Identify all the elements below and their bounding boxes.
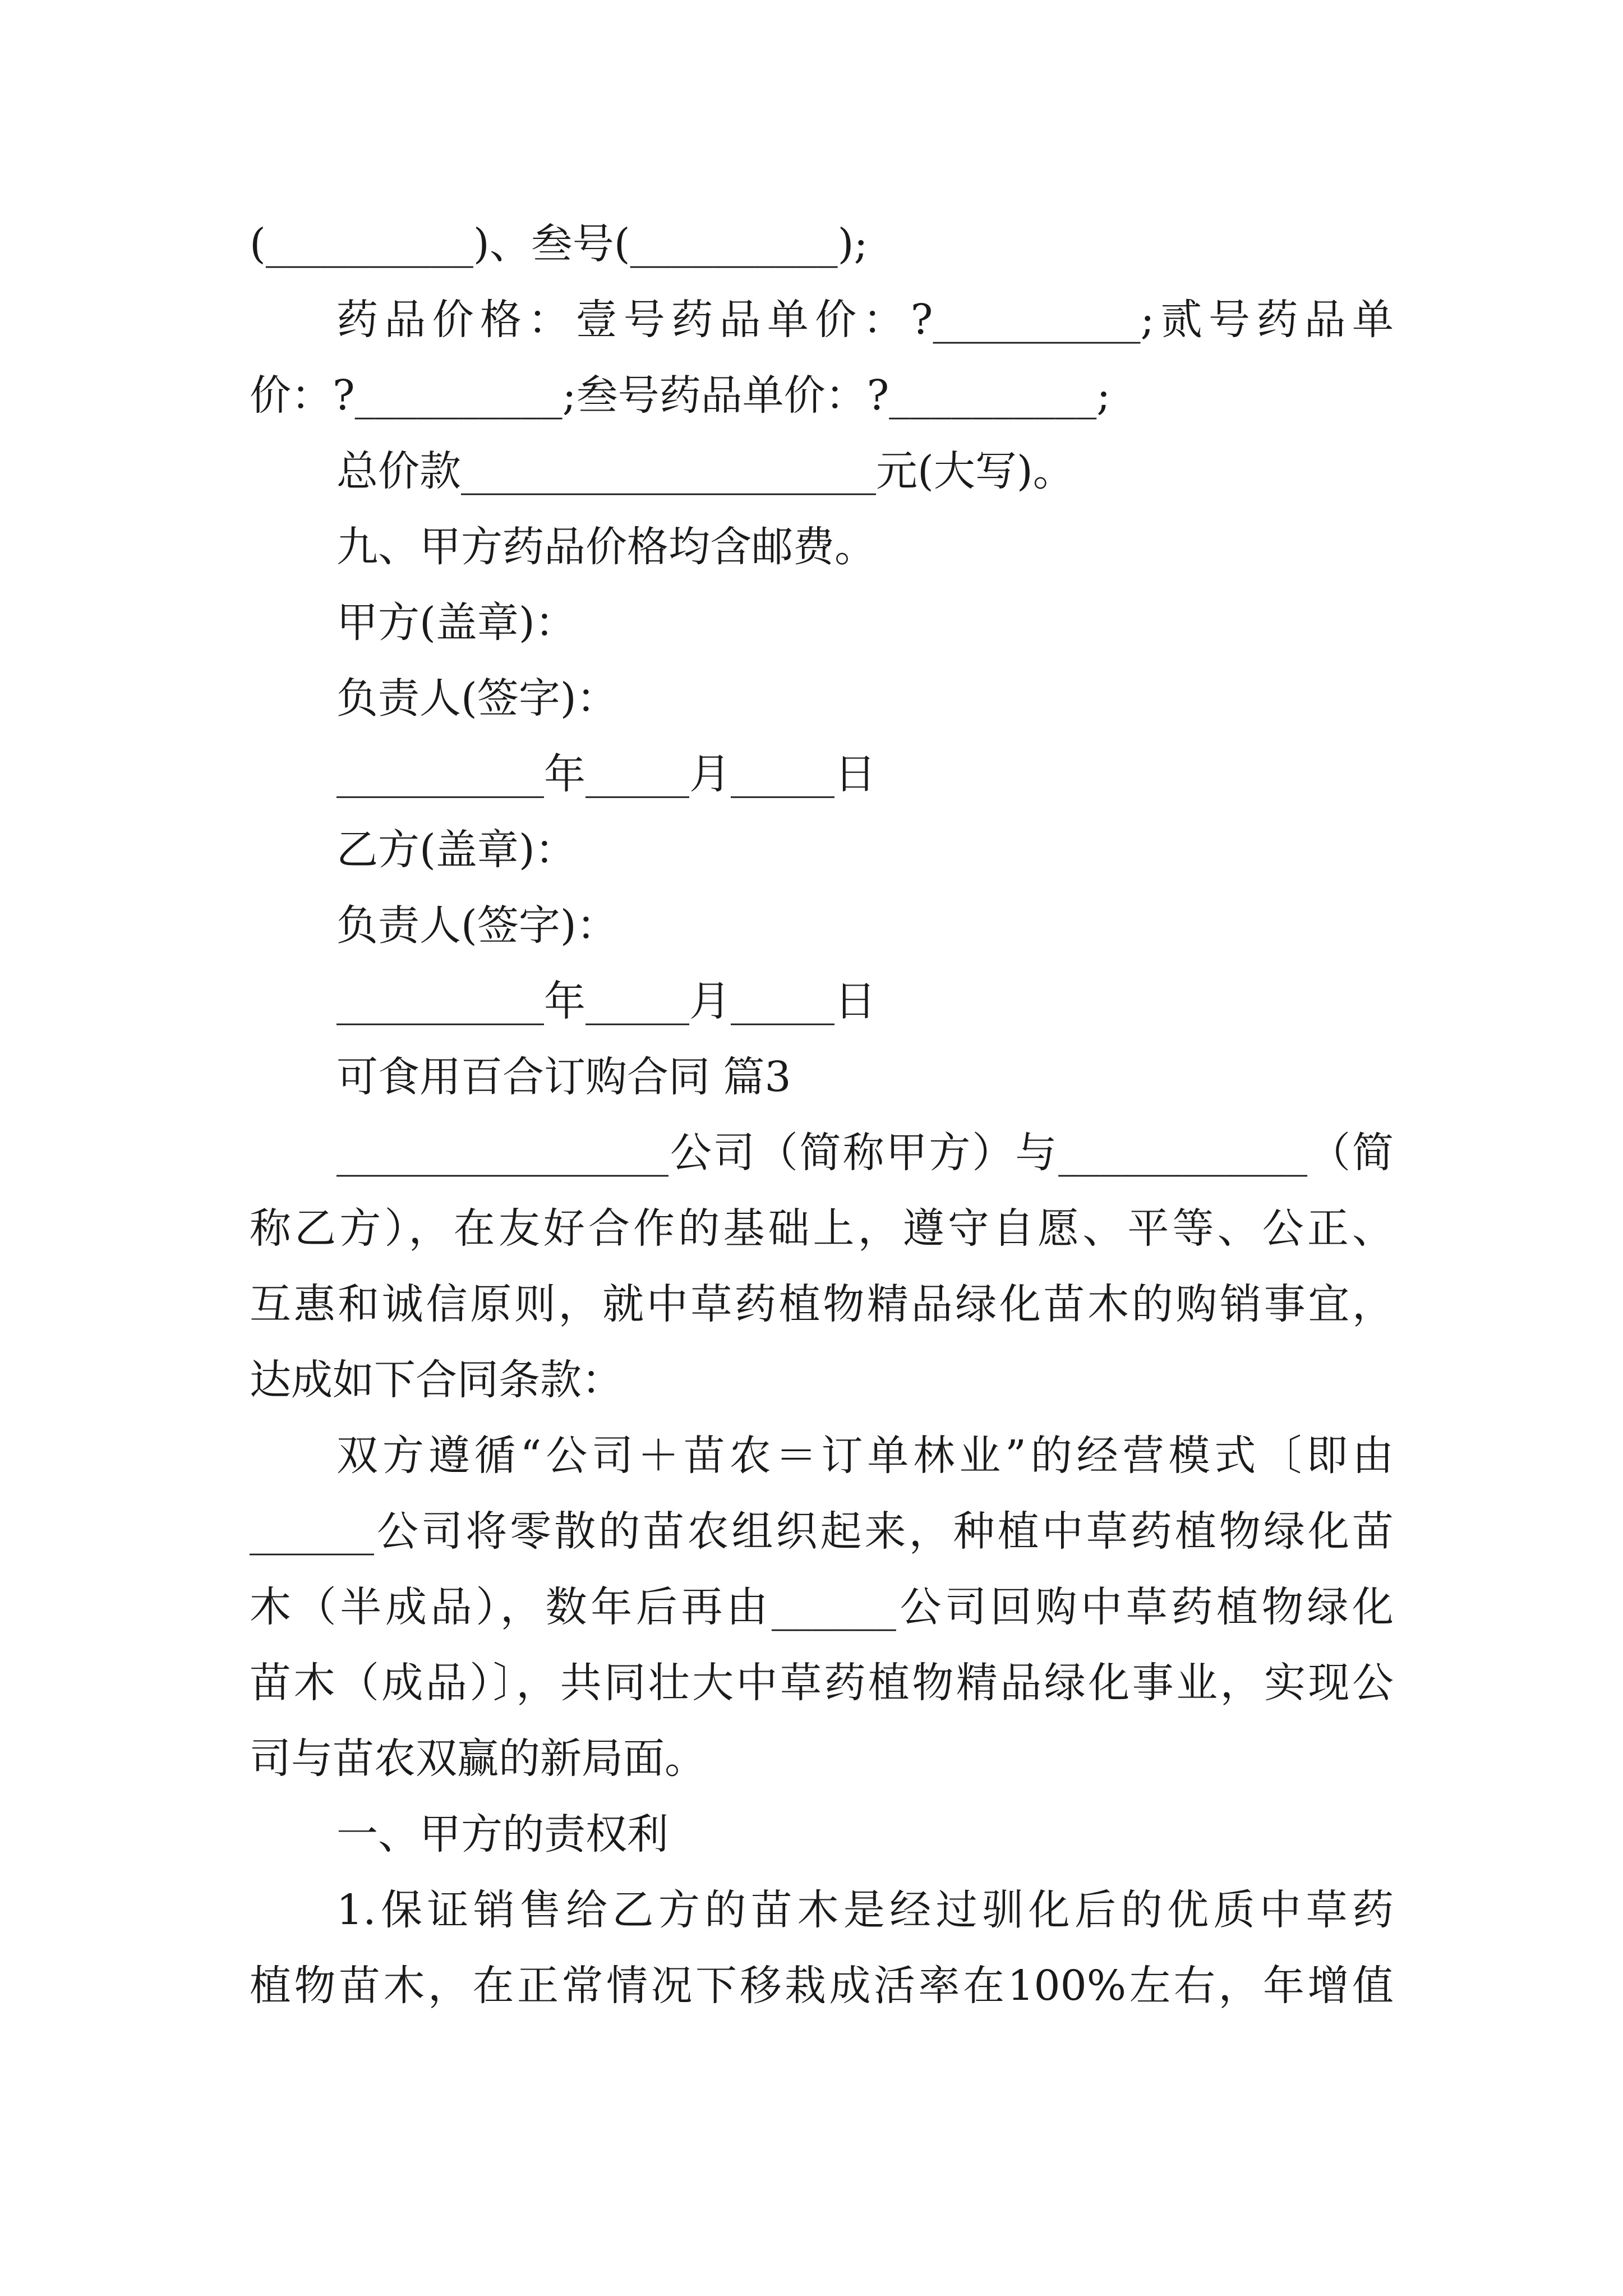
text-line: 负责人(签字)： [336,674,618,723]
text-line: 1.保证销售给乙方的苗木是经过驯化后的优质中草药 [336,1886,1394,1934]
text-line: 总价款____________________元(大写)。 [336,447,1075,495]
text-line: 司与苗农双赢的新局面。 [250,1734,706,1783]
text-line: 苗木（成品）〕，共同壮大中草药植物精品绿化事业，实现公 [250,1659,1394,1707]
text-line: 互惠和诚信原则，就中草药植物精品绿化苗木的购销事宜， [250,1280,1394,1328]
text-line: ______公司将零散的苗农组织起来，种植中草药植物绿化苗 [250,1507,1394,1556]
text-line: 称乙方），在友好合作的基础上，遵守自愿、平等、公正、 [250,1204,1394,1253]
text-line: __________年_____月_____日 [336,750,876,798]
text-line: 价：?__________;叁号药品单价：?__________; [250,371,1111,420]
text-line: __________年_____月_____日 [336,977,876,1025]
text-line: 九、甲方药品价格均含邮费。 [336,523,876,571]
text-line: 乙方(盖章)： [336,826,577,874]
text-line: 木（半成品），数年后再由______公司回购中草药植物绿化 [250,1583,1394,1631]
text-line: 负责人(签字)： [336,901,618,950]
section-heading: 一、甲方的责权利 [336,1810,668,1858]
text-line: ________________公司（简称甲方）与____________（简 [336,1129,1394,1177]
text-line: 达成如下合同条款： [250,1356,623,1404]
text-line: 药品价格：壹号药品单价：?__________;贰号药品单 [336,296,1394,344]
text-line: 甲方(盖章)： [336,599,577,647]
text-line: 双方遵循“公司＋苗农＝订单林业”的经营模式〔即由 [336,1432,1394,1480]
text-line: 植物苗木，在正常情况下移栽成活率在100%左右，年增值 [250,1962,1394,2010]
section-heading: 可食用百合订购合同 篇3 [336,1053,791,1101]
text-line: (__________)、叁号(__________); [250,220,868,268]
